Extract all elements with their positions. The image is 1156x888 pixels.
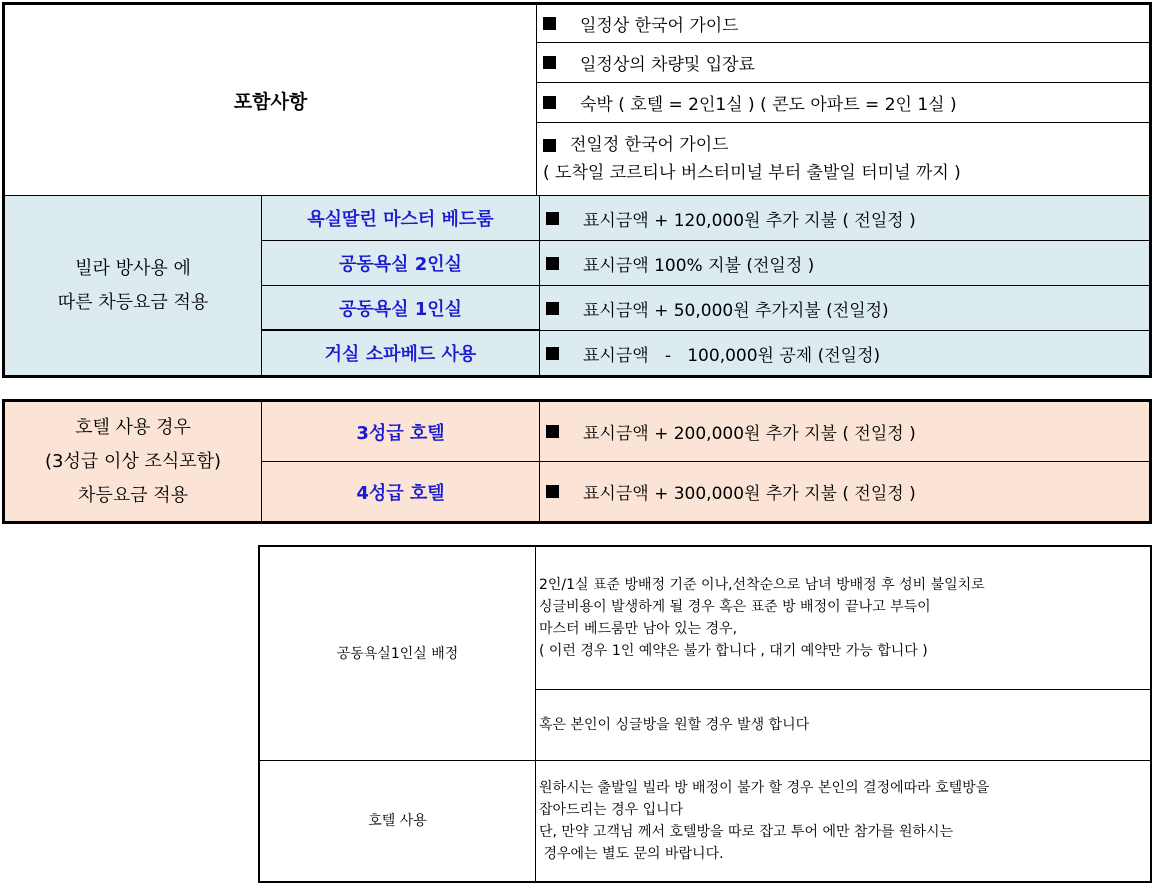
villa-price: 표시금액 + 120,000원 추가 지불 ( 전일정 ) <box>540 196 1149 241</box>
bullet-square-icon <box>543 96 556 109</box>
villa-price: 표시금액 + 50,000원 추가지불 (전일정) <box>540 286 1149 331</box>
included-table <box>2 2 1152 198</box>
villa-heading: 빌라 방사용 에 따른 차등요금 적용 <box>5 196 262 375</box>
bullet-square-icon <box>546 347 559 360</box>
villa-table <box>2 196 1152 378</box>
villa-room-shared-double: 공동욕실 2인실 <box>262 241 540 286</box>
hotel-grade-3star: 3성급 호텔 <box>262 402 540 462</box>
notes-hotel-detail: 원하시는 출발일 빌라 방 배정이 불가 할 경우 본인의 결정에따라 호텔방을 잡아드리는 경우 입니다 단, 만약 고객님 께서 호텔방을 따로 잡고 투어 에만 참가를 원하시는 경우에는 별도 문의 바랍니다. <box>539 780 990 862</box>
villa-price: 표시금액 100% 지불 (전일정 ) <box>540 241 1149 286</box>
notes-single-label: 공동욕실1인실 배정 <box>260 547 536 761</box>
notes-single-extra: 혹은 본인이 싱글방을 원할 경우 발생 합니다 <box>536 690 1150 761</box>
hotel-heading: 호텔 사용 경우 (3성급 이상 조식포함) 차등요금 적용 <box>5 402 262 521</box>
bullet-square-icon <box>543 56 556 69</box>
hotel-price: 표시금액 + 300,000원 추가 지불 ( 전일정 ) <box>540 462 1149 521</box>
bullet-square-icon <box>543 139 556 152</box>
notes-table <box>258 545 1152 883</box>
included-item: 일정상의 차량및 입장료 <box>537 43 1149 83</box>
bullet-square-icon <box>543 17 556 30</box>
included-guide: 전일정 한국어 가이드 ( 도착일 코르티나 버스터미널 부터 출발일 터미널 까지 ) <box>543 135 961 183</box>
notes-single-detail: 2인/1실 표준 방배정 기준 이나,선착순으로 남녀 방배정 후 성비 불일치로 싱글비용이 발생하게 될 경우 혹은 표준 방 배정이 끝나고 부득이 마스터 베드룸만 남아 있는 경우, ( 이런 경우 1인 예약은 불가 합니다 , 대기 예약만 가능 합니다 ) <box>536 547 1150 690</box>
bullet-square-icon <box>546 257 559 270</box>
notes-hotel-label: 호텔 사용 <box>260 761 536 881</box>
bullet-square-icon <box>546 212 559 225</box>
villa-room-shared-single: 공동욕실 1인실 <box>262 286 540 331</box>
hotel-table <box>2 399 1152 524</box>
villa-price: 표시금액 - 100,000원 공제 (전일정) <box>540 331 1149 375</box>
hotel-price: 표시금액 + 200,000원 추가 지불 ( 전일정 ) <box>540 402 1149 462</box>
villa-room-master: 욕실딸린 마스터 베드룸 <box>262 196 540 241</box>
included-item: 일정상 한국어 가이드 <box>537 5 1149 43</box>
bullet-square-icon <box>546 302 559 315</box>
bullet-square-icon <box>546 425 559 438</box>
villa-room-sofabed: 거실 소파베드 사용 <box>262 331 540 375</box>
included-item: 숙박 ( 호텔 = 2인1실 ) ( 콘도 아파트 = 2인 1실 ) <box>537 83 1149 123</box>
bullet-square-icon <box>546 485 559 498</box>
included-heading: 포함사항 <box>5 5 537 195</box>
hotel-grade-4star: 4성급 호텔 <box>262 462 540 521</box>
